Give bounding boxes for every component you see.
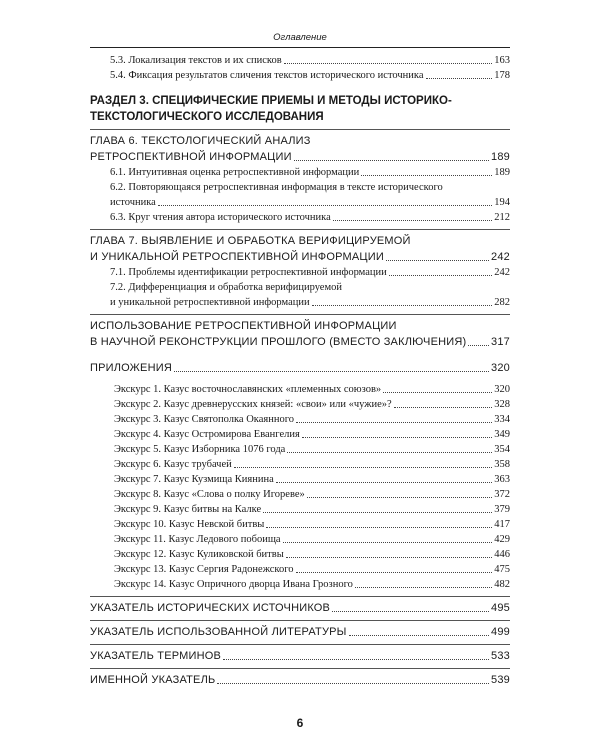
- toc-page-number: 363: [494, 474, 510, 485]
- excursus-8[interactable]: [90, 487, 510, 502]
- toc-page-number: 482: [494, 579, 510, 590]
- toc-page-number: 372: [494, 489, 510, 500]
- toc-entry-6-2-line1[interactable]: 6.2. Повторяющаяся ретроспективная информация в тексте исторического: [110, 182, 443, 193]
- toc-entry-title: 7.1. Проблемы идентификации ретроспективной информации: [110, 267, 387, 278]
- toc-entry-title: Экскурс 2. Казус древнерусских князей: «свои» или «чужие»?: [114, 399, 392, 410]
- leader-dots: [468, 345, 489, 346]
- leader-dots: [266, 527, 492, 528]
- toc-page-number: 334: [494, 414, 510, 425]
- page-number: 6: [296, 716, 304, 730]
- toc-page-number: 417: [494, 519, 510, 530]
- toc-page-number: 539: [491, 674, 510, 686]
- toc-entry-title: Экскурс 10. Казус Невской битвы: [114, 519, 265, 530]
- index-historical-sources[interactable]: [90, 600, 510, 616]
- toc-entry-title: Экскурс 7. Казус Кузмища Киянина: [114, 474, 274, 485]
- excursus-11[interactable]: [90, 532, 510, 547]
- toc-entry-title: Экскурс 14. Казус Опричного дворца Ивана Грозного: [114, 579, 353, 590]
- leader-dots: [217, 683, 489, 684]
- divider: [90, 129, 510, 130]
- leader-dots: [234, 467, 493, 468]
- toc-page-number: 429: [494, 534, 510, 545]
- toc-entry-title: Экскурс 12. Казус Куликовской битвы: [114, 549, 284, 560]
- toc-entry-6-3[interactable]: [90, 210, 510, 225]
- excursus-9[interactable]: [90, 502, 510, 517]
- chapter-6-line1[interactable]: ГЛАВА 6. ТЕКСТОЛОГИЧЕСКИЙ АНАЛИЗ: [90, 135, 311, 147]
- toc-page-number: 349: [494, 429, 510, 440]
- leader-dots: [332, 611, 489, 612]
- toc-entry-title: И УНИКАЛЬНОЙ РЕТРОСПЕКТИВНОЙ ИНФОРМАЦИИ: [90, 251, 384, 263]
- toc-page-number: 379: [494, 504, 510, 515]
- toc-entry-6-2[interactable]: [90, 195, 510, 210]
- toc-page-number: 499: [491, 626, 510, 638]
- leader-dots: [296, 572, 493, 573]
- toc-entry-7-2[interactable]: [90, 295, 510, 310]
- running-header: Оглавление: [273, 32, 327, 43]
- toc-entry-title: 5.4. Фиксация результатов сличения текстов исторического источника: [110, 70, 424, 81]
- toc-page-number: 282: [494, 297, 510, 308]
- toc-entry-7-1[interactable]: [90, 265, 510, 280]
- header-rule: [90, 47, 510, 48]
- toc-entry-title: Экскурс 11. Казус Ледового побоища: [114, 534, 281, 545]
- toc-page-number: 446: [494, 549, 510, 560]
- divider: [90, 668, 510, 669]
- section-3-line1: РАЗДЕЛ 3. СПЕЦИФИЧЕСКИЕ ПРИЕМЫ И МЕТОДЫ ИСТОРИКО-: [90, 95, 452, 107]
- toc-entry-title: Экскурс 1. Казус восточнославянских «племенных союзов»: [114, 384, 382, 395]
- leader-dots: [386, 260, 489, 261]
- toc-page-number: 475: [494, 564, 510, 575]
- leader-dots: [389, 275, 492, 276]
- toc-entry-title: 5.3. Локализация текстов и их списков: [110, 55, 282, 66]
- leader-dots: [394, 407, 493, 408]
- toc-page-number: 354: [494, 444, 510, 455]
- leader-dots: [383, 392, 492, 393]
- index-terms[interactable]: [90, 648, 510, 664]
- leader-dots: [307, 497, 492, 498]
- toc-entry-5-3[interactable]: [90, 53, 510, 68]
- leader-dots: [286, 557, 492, 558]
- toc-entry-title: Экскурс 3. Казус Святополка Окаянного: [114, 414, 295, 425]
- leader-dots: [283, 542, 493, 543]
- toc-page-number: 242: [491, 251, 510, 263]
- excursus-12[interactable]: [90, 547, 510, 562]
- index-names[interactable]: [90, 672, 510, 688]
- toc-entry-6-1[interactable]: [90, 165, 510, 180]
- leader-dots: [296, 422, 492, 423]
- conclusion-entry[interactable]: [90, 334, 510, 350]
- toc-page-number: 189: [494, 167, 510, 178]
- chapter-6-entry[interactable]: [90, 149, 510, 165]
- conclusion-line1[interactable]: ИСПОЛЬЗОВАНИЕ РЕТРОСПЕКТИВНОЙ ИНФОРМАЦИИ: [90, 320, 397, 332]
- leader-dots: [287, 452, 492, 453]
- section-3-line2: ТЕКСТОЛОГИЧЕСКОГО ИССЛЕДОВАНИЯ: [90, 111, 324, 123]
- toc-entry-title: ПРИЛОЖЕНИЯ: [90, 362, 172, 374]
- divider: [90, 596, 510, 597]
- toc-entry-title: УКАЗАТЕЛЬ ТЕРМИНОВ: [90, 650, 222, 662]
- toc-entry-title: 6.3. Круг чтения автора исторического источника: [110, 212, 331, 223]
- toc-entry-7-2-line1[interactable]: 7.2. Дифференциация и обработка верифицируемой: [110, 282, 342, 293]
- leader-dots: [294, 160, 489, 161]
- toc-entry-title: 6.1. Интуитивная оценка ретроспективной информации: [110, 167, 360, 178]
- toc-entry-title: УКАЗАТЕЛЬ ИСТОРИЧЕСКИХ ИСТОЧНИКОВ: [90, 602, 331, 614]
- toc-entry-title: ИМЕННОЙ УКАЗАТЕЛЬ: [90, 674, 216, 686]
- toc-entry-title: Экскурс 13. Казус Сергия Радонежского: [114, 564, 294, 575]
- chapter-7-entry[interactable]: [90, 249, 510, 265]
- leader-dots: [263, 512, 492, 513]
- table-of-contents: [90, 53, 510, 688]
- toc-page-number: 533: [491, 650, 510, 662]
- toc-page-number: 317: [491, 336, 510, 348]
- toc-page-number: 328: [494, 399, 510, 410]
- leader-dots: [158, 205, 492, 206]
- toc-entry-title: Экскурс 8. Казус «Слова о полку Игореве»: [114, 489, 305, 500]
- leader-dots: [284, 63, 493, 64]
- toc-page-number: 358: [494, 459, 510, 470]
- toc-entry-title: Экскурс 9. Казус битвы на Калке: [114, 504, 262, 515]
- toc-page-number: 495: [491, 602, 510, 614]
- divider: [90, 229, 510, 230]
- leader-dots: [223, 659, 489, 660]
- toc-entry-title: Экскурс 6. Казус трубачей: [114, 459, 232, 470]
- excursus-7[interactable]: [90, 472, 510, 487]
- section-3-heading[interactable]: [90, 93, 510, 125]
- divider: [90, 314, 510, 315]
- excursus-4[interactable]: [90, 427, 510, 442]
- leader-dots: [312, 305, 493, 306]
- leader-dots: [174, 371, 489, 372]
- toc-entry-title: и уникальной ретроспективной информации: [110, 297, 310, 308]
- leader-dots: [355, 587, 492, 588]
- toc-page-number: 212: [494, 212, 510, 223]
- leader-dots: [349, 635, 489, 636]
- divider: [90, 620, 510, 621]
- divider: [90, 644, 510, 645]
- excursus-14[interactable]: [90, 577, 510, 592]
- appendix-entry[interactable]: [90, 360, 510, 376]
- excursus-6[interactable]: [90, 457, 510, 472]
- excursus-1[interactable]: [90, 382, 510, 397]
- toc-page-number: 194: [494, 197, 510, 208]
- toc-entry-title: Экскурс 5. Казус Изборника 1076 года: [114, 444, 286, 455]
- leader-dots: [302, 437, 492, 438]
- excursus-13[interactable]: [90, 562, 510, 577]
- toc-entry-title: РЕТРОСПЕКТИВНОЙ ИНФОРМАЦИИ: [90, 151, 292, 163]
- toc-entry-title: УКАЗАТЕЛЬ ИСПОЛЬЗОВАННОЙ ЛИТЕРАТУРЫ: [90, 626, 347, 638]
- toc-page-number: 189: [491, 151, 510, 163]
- chapter-7-line1[interactable]: ГЛАВА 7. ВЫЯВЛЕНИЕ И ОБРАБОТКА ВЕРИФИЦИРУЕМОЙ: [90, 235, 411, 247]
- toc-entry-title: источника: [110, 197, 156, 208]
- toc-page-number: 320: [494, 384, 510, 395]
- leader-dots: [276, 482, 493, 483]
- leader-dots: [361, 175, 492, 176]
- toc-entry-title: Экскурс 4. Казус Остромирова Евангелия: [114, 429, 300, 440]
- excursus-5[interactable]: [90, 442, 510, 457]
- toc-page-number: 320: [491, 362, 510, 374]
- excursus-10[interactable]: [90, 517, 510, 532]
- leader-dots: [333, 220, 492, 221]
- excursus-2[interactable]: [90, 397, 510, 412]
- toc-page-number: 242: [494, 267, 510, 278]
- toc-page-number: 178: [494, 70, 510, 81]
- toc-entry-5-4[interactable]: [90, 68, 510, 83]
- leader-dots: [426, 78, 493, 79]
- toc-page-number: 163: [494, 55, 510, 66]
- index-literature[interactable]: [90, 624, 510, 640]
- toc-entry-title: В НАУЧНОЙ РЕКОНСТРУКЦИИ ПРОШЛОГО (ВМЕСТО ЗАКЛЮЧЕНИЯ): [90, 336, 467, 348]
- excursus-3[interactable]: [90, 412, 510, 427]
